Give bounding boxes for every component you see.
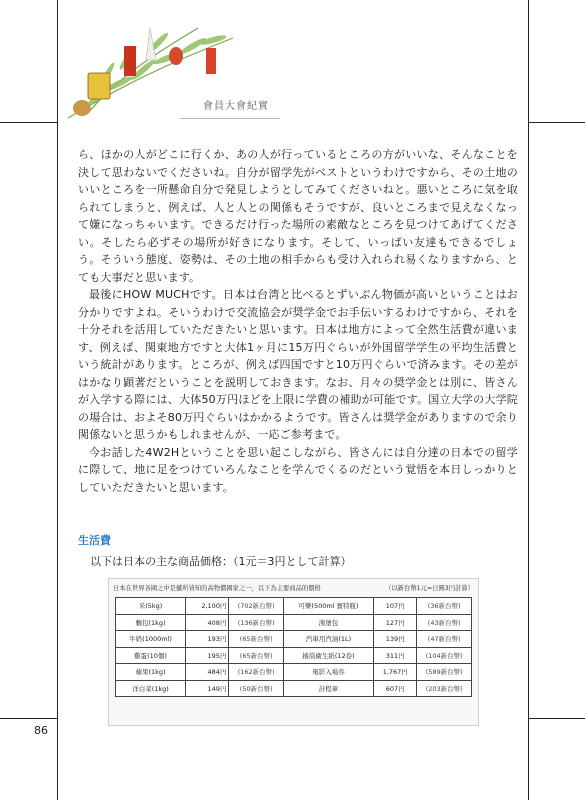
item-price-twd: (50新台幣)	[229, 680, 284, 697]
table-row	[116, 614, 472, 631]
item-price-yen: 193円	[186, 631, 229, 648]
item-price-twd: (162新台幣)	[229, 664, 284, 681]
table-row	[116, 598, 472, 615]
item-name: 麵包(1kg)	[116, 614, 186, 631]
section-heading-living-cost: 生活費	[78, 534, 111, 547]
item-price-twd: (36新台幣)	[417, 598, 472, 615]
price-intro-line: 以下は日本の主な商品価格：（1元＝3円として計算）	[90, 555, 352, 568]
table-row	[116, 631, 472, 648]
page-number: 86	[34, 724, 48, 737]
item-price-yen: 607円	[374, 680, 417, 697]
item-price-twd: (203新台幣)	[417, 680, 472, 697]
paragraph: 最後にHOW MUCHです。日本は台湾と比べるとずいぶん物価が高いということはお分かりですよね。そいうわけで交流協会が奨学金でお手伝いするわけですから、それを十分それを活用していただきたいと思います。日本は地方によって全然生活費が違います、例えば、関東地方ですと大体1ヶ月に15万円ぐらいが外国留学学生の平均生活費という統計があります。ところが、例えば四国ですと10万円ぐらいで済みます。その差がはかなり顕著だということを説明しておきます。なお、月々の奨学金とは別に、皆さんが入学する際には、大体50万円ほどを上限に学費の補助が可能です。国立大学の大学院の場合は、およそ80万円ぐらいはかかるようです。皆さんは奨学金がありますので余り関係ないと思うかもしれませんが、一応ご参考まで。	[78, 288, 518, 441]
item-name: 計程車	[283, 680, 373, 697]
table-row	[116, 664, 472, 681]
table-row	[116, 680, 472, 697]
item-name: 蘋果(1kg)	[116, 664, 186, 681]
header-rule	[180, 118, 280, 119]
item-price-twd: (104新台幣)	[417, 647, 472, 664]
item-price-twd: (136新台幣)	[229, 614, 284, 631]
item-price-yen: 311円	[374, 647, 417, 664]
item-price-yen: 1,767円	[374, 664, 417, 681]
item-price-twd: (47新台幣)	[417, 631, 472, 648]
item-price-twd: (589新台幣)	[417, 664, 472, 681]
item-name: 可樂(500ml 寶特瓶)	[283, 598, 373, 615]
item-price-yen: 127円	[374, 614, 417, 631]
item-name: 牛奶(1000ml)	[116, 631, 186, 648]
item-price-yen: 149円	[186, 680, 229, 697]
item-price-yen: 107円	[374, 598, 417, 615]
article-body	[78, 146, 518, 496]
price-table	[115, 597, 472, 697]
item-price-yen: 484円	[186, 664, 229, 681]
item-name: 捲筒衛生紙(12卷)	[283, 647, 373, 664]
price-table-caption	[113, 583, 474, 592]
paragraph: 今お話した4W2Hということを思い起こしながら、皆さんには自分達の日本での留学に際して、地に足をつけていろんなことを学んでくるのだという覚悟を本日しっかりとしていただきたいと思います。	[78, 445, 518, 494]
price-table-caption-right: （以新台幣1元=日圓3円計算）	[385, 585, 474, 592]
price-table-caption-left: 日本在世界各國之中是蠻所皆知的高物價國家之一，以下為主要商品的價格	[113, 585, 321, 592]
item-price-yen: 408円	[186, 614, 229, 631]
paragraph: ら、ほかの人がどこに行くか、あの人が行っているところの方がいいな、そんなことを決して思わないでくださいね。自分が留学先がベストというわけですから、その土地のいいところを一所懸命自分で発見しようとしてみてくださいねと。悪いところに気を取られてしまうと、例えば、人と人との関係もそうですが、良いところまで見えなくなって嫌になっちゃいます。できるだけ行った場所の素敵なところを見つけてあげてください。そしたら必ずその場所が好きになります。そして、いっぱい友達もできるでしょう。そういう態度、姿勢は、その土地の相手からも受け入れられ易くなりますから、とても大事だと思います。	[78, 148, 518, 284]
item-price-twd: (43新台幣)	[417, 614, 472, 631]
table-row	[116, 647, 472, 664]
item-price-twd: (65新台幣)	[229, 631, 284, 648]
crop-line-right	[528, 0, 529, 800]
item-name: 洋白菜(1kg)	[116, 680, 186, 697]
item-name: 雞蛋(10個)	[116, 647, 186, 664]
item-name: 汽車用汽油(1L)	[283, 631, 373, 648]
item-price-twd: (702新台幣)	[229, 598, 284, 615]
item-price-yen: 2,100円	[186, 598, 229, 615]
item-name: 漢堡包	[283, 614, 373, 631]
item-price-yen: 139円	[374, 631, 417, 648]
item-price-twd: (65新台幣)	[229, 647, 284, 664]
section-title: 會員大會紀實	[203, 101, 269, 112]
price-table-figure	[108, 578, 479, 726]
item-name: 電影入場券	[283, 664, 373, 681]
item-name: 米(5kg)	[116, 598, 186, 615]
item-price-yen: 195円	[186, 647, 229, 664]
